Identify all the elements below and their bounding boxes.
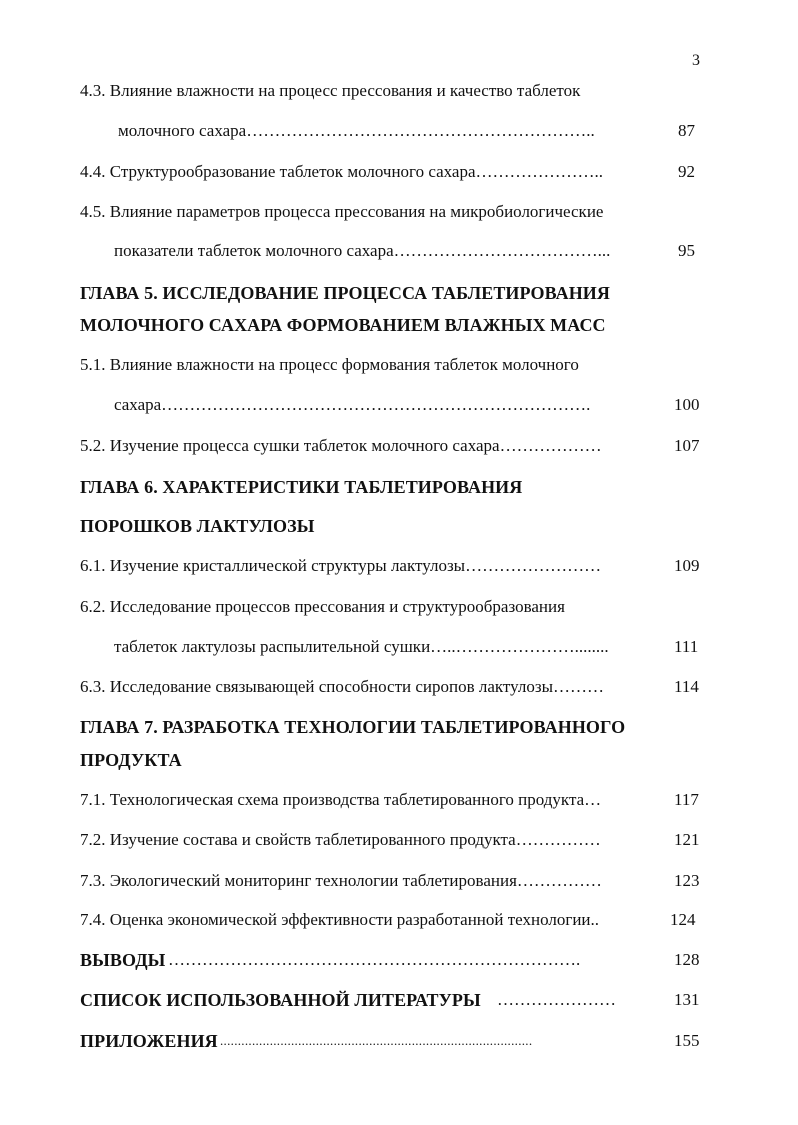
- toc-entry-6-2-line2: таблеток лактулозы распылительной сушки…..…………………........: [114, 637, 609, 656]
- toc-entry-6-2-line1: 6.2. Исследование процессов прессования и структурообразования: [80, 597, 565, 616]
- toc-page-7-3: 123: [674, 871, 700, 890]
- toc-page-6-1: 109: [674, 556, 700, 575]
- references-dots: …………………: [497, 990, 616, 1009]
- toc-entry-5-1-line2: сахара………………………………………………………………….: [114, 395, 591, 414]
- toc-entry-5-1-line1: 5.1. Влияние влажности на процесс формования таблеток молочного: [80, 355, 579, 374]
- appendices-dots: ........................................................................................: [220, 1033, 533, 1048]
- toc-page-7-4: 124: [670, 910, 696, 929]
- appendices-heading: ПРИЛОЖЕНИЯ: [80, 1031, 218, 1051]
- toc-entry-4-5-line2: показатели таблеток молочного сахара………………………………...: [114, 241, 611, 260]
- references-heading: СПИСОК ИСПОЛЬЗОВАННОЙ ЛИТЕРАТУРЫ: [80, 990, 481, 1010]
- toc-page-4-3: 87: [678, 121, 695, 140]
- toc-entry-4-5-line1: 4.5. Влияние параметров процесса прессования на микробиологические: [80, 202, 604, 221]
- toc-page-6-3: 114: [674, 677, 699, 696]
- toc-entry-4-4: 4.4. Структурообразование таблеток молочного сахара…………………..: [80, 162, 604, 181]
- chapter-5-heading-line1: ГЛАВА 5. ИССЛЕДОВАНИЕ ПРОЦЕССА ТАБЛЕТИРОВАНИЯ: [80, 283, 610, 303]
- conclusions-dots: ……………………………………………………………….: [168, 950, 581, 969]
- toc-entry-7-3: 7.3. Экологический мониторинг технологии таблетирования……………: [80, 871, 602, 890]
- toc-entry-7-4: 7.4. Оценка экономической эффективности разработанной технологии..: [80, 910, 600, 929]
- toc-entry-7-1: 7.1. Технологическая схема производства таблетированного продукта…: [80, 790, 602, 809]
- toc-page-6-2: 111: [674, 637, 699, 656]
- toc-page-5-2: 107: [674, 436, 700, 455]
- page-number: 3: [692, 52, 700, 69]
- toc-entry-4-3-line1: 4.3. Влияние влажности на процесс прессования и качество таблеток: [80, 81, 581, 100]
- chapter-7-heading-line1: ГЛАВА 7. РАЗРАБОТКА ТЕХНОЛОГИИ ТАБЛЕТИРОВАННОГО: [80, 717, 626, 737]
- toc-entry-6-1: 6.1. Изучение кристаллической структуры лактулозы……………………: [80, 556, 602, 575]
- toc-page-5-1: 100: [674, 395, 700, 414]
- chapter-6-heading-line2: ПОРОШКОВ ЛАКТУЛОЗЫ: [80, 516, 315, 536]
- chapter-7-heading-line2: ПРОДУКТА: [80, 750, 182, 770]
- toc-entry-4-3-line2: молочного сахара……………………………………………………..: [118, 121, 595, 140]
- toc-page-conclusions: 128: [674, 950, 700, 969]
- chapter-6-heading-line1: ГЛАВА 6. ХАРАКТЕРИСТИКИ ТАБЛЕТИРОВАНИЯ: [80, 477, 523, 497]
- toc-entry-7-2: 7.2. Изучение состава и свойств таблетированного продукта……………: [80, 830, 601, 849]
- toc-page-appendices: 155: [674, 1031, 700, 1050]
- toc-entry-5-2: 5.2. Изучение процесса сушки таблеток молочного сахара………………: [80, 436, 602, 455]
- toc-page-4-4: 92: [678, 162, 695, 181]
- toc-page-references: 131: [674, 990, 700, 1009]
- toc-page-4-5: 95: [678, 241, 695, 260]
- toc-page-7-1: 117: [674, 790, 699, 809]
- toc-entry-6-3: 6.3. Исследование связывающей способности сиропов лактулозы………: [80, 677, 605, 696]
- conclusions-heading: ВЫВОДЫ: [80, 950, 166, 970]
- chapter-5-heading-line2: МОЛОЧНОГО САХАРА ФОРМОВАНИЕМ ВЛАЖНЫХ МАСС: [80, 315, 606, 335]
- toc-page-7-2: 121: [674, 830, 700, 849]
